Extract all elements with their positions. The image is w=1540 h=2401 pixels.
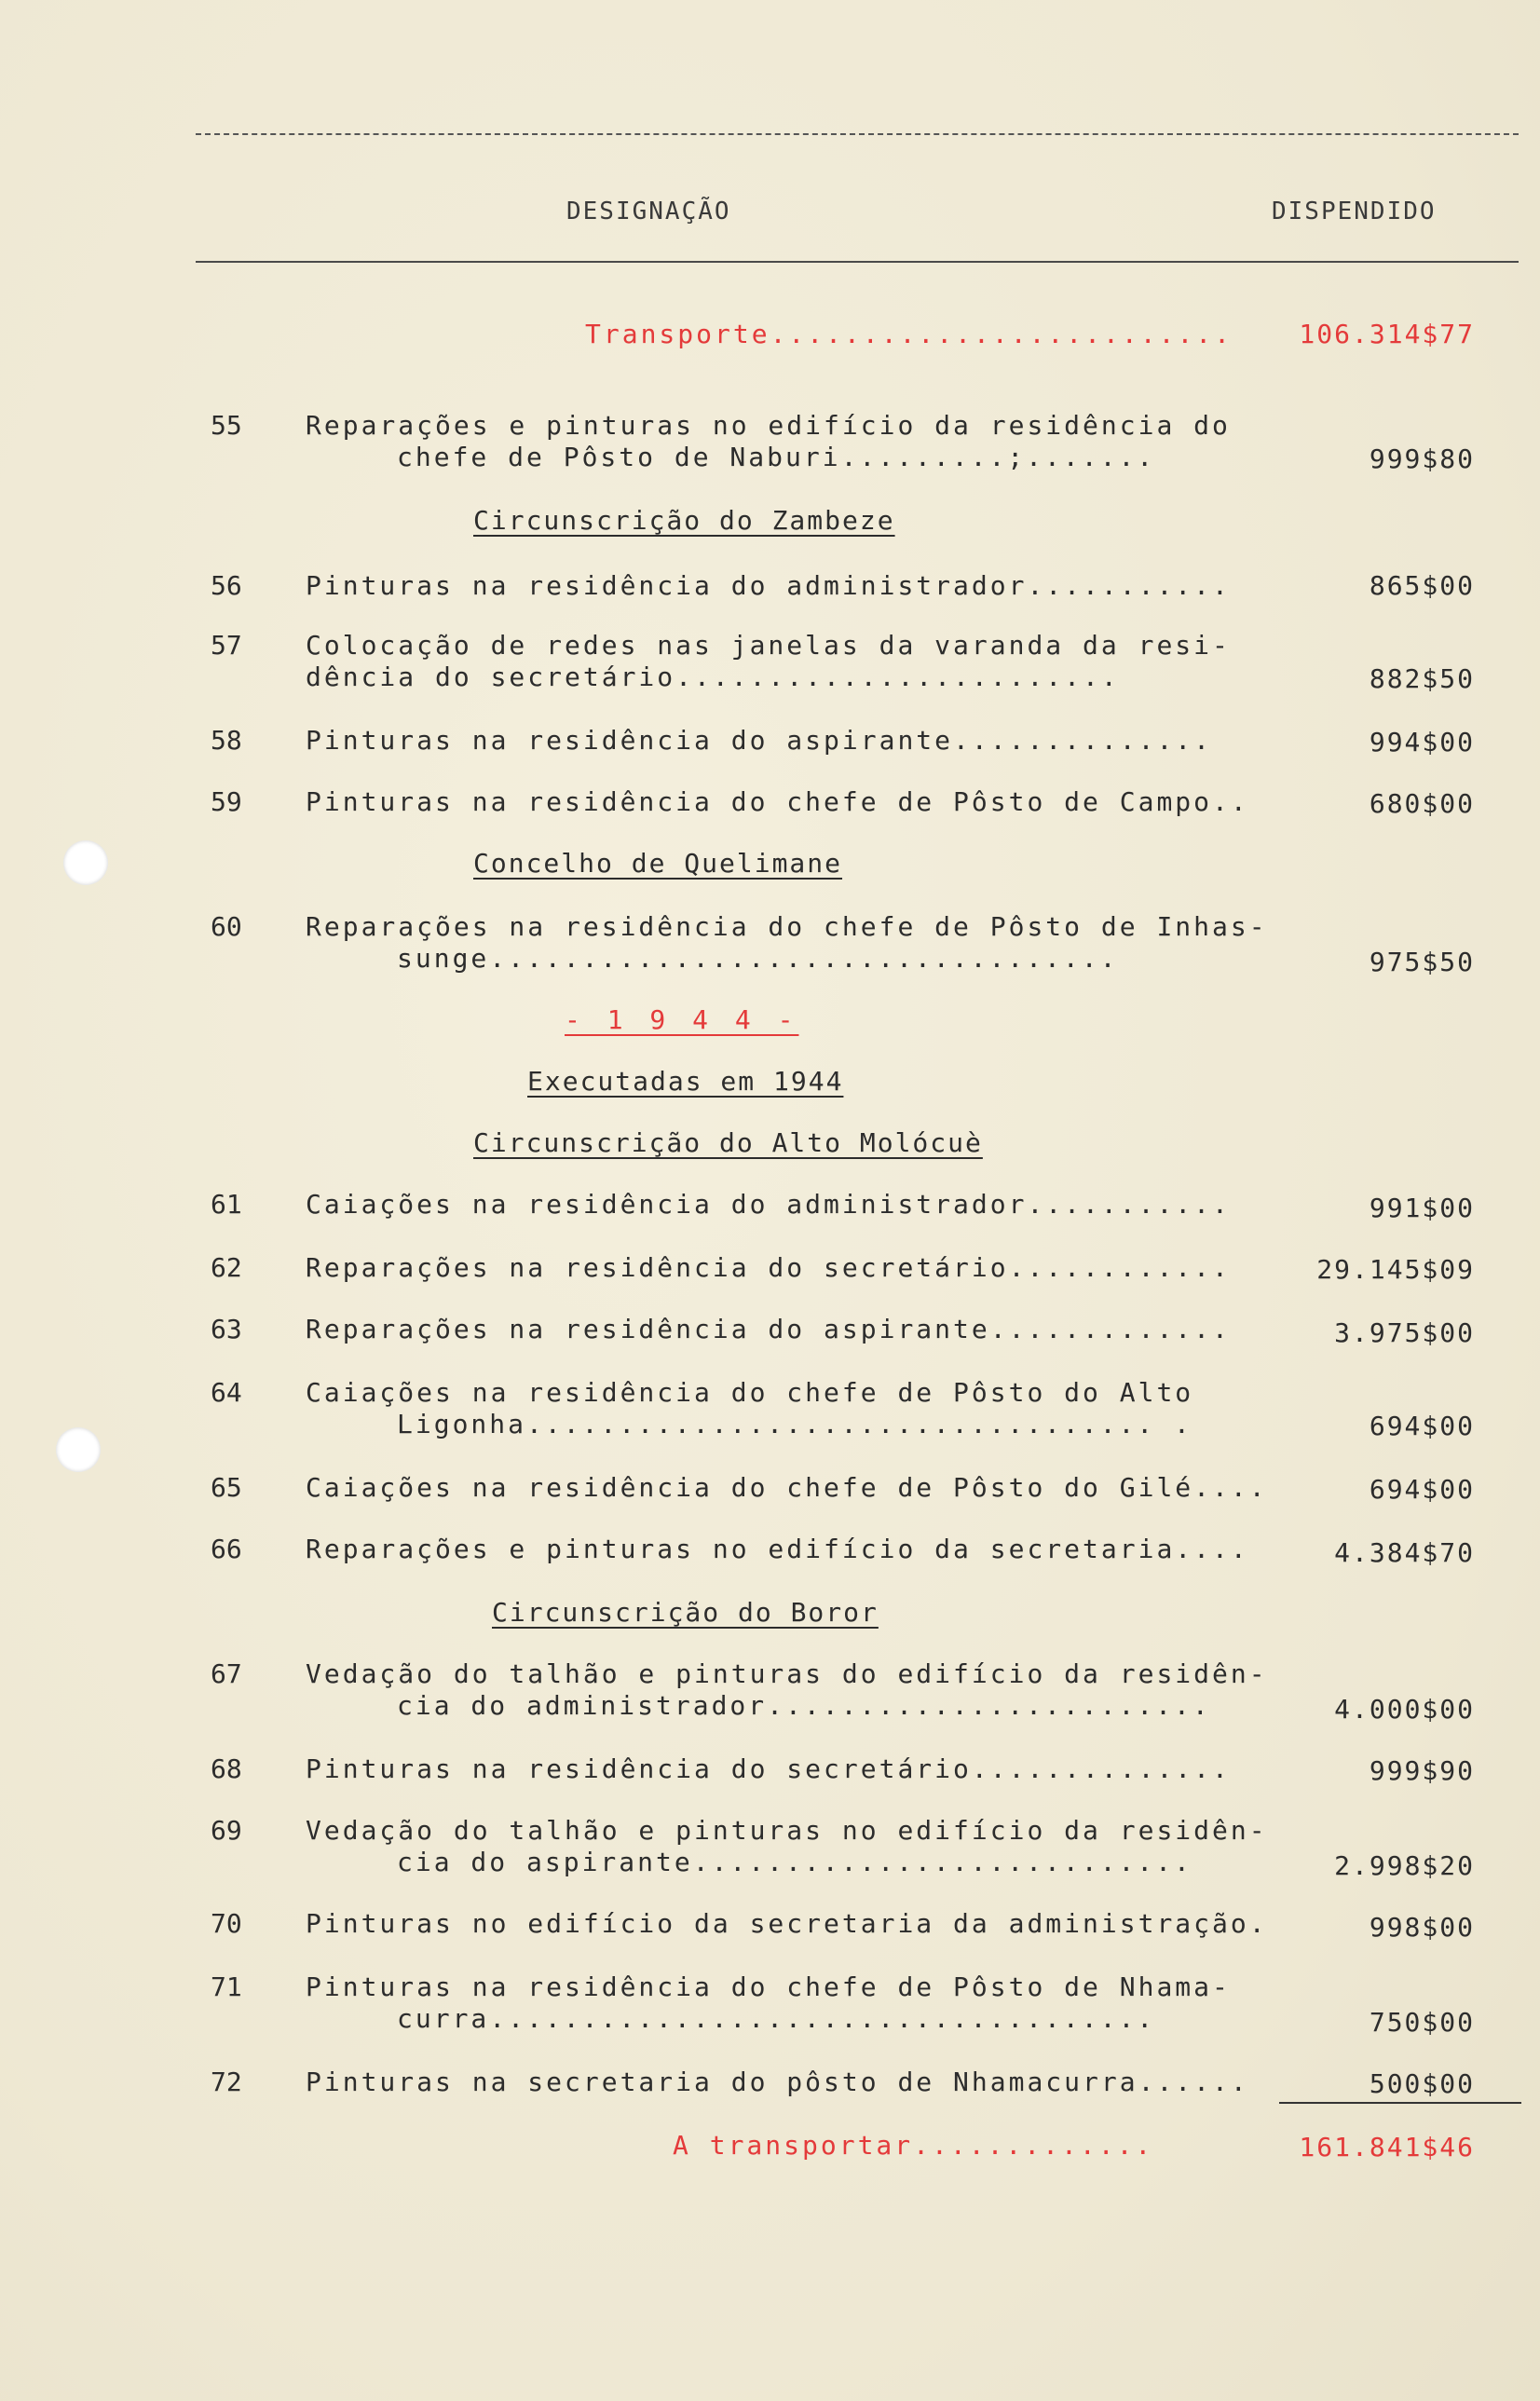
row-amount: 999$90	[1369, 1755, 1475, 1786]
row-number: 56	[211, 570, 242, 601]
row-amount: 994$00	[1369, 727, 1475, 757]
section-heading: Executadas em 1944	[527, 1066, 844, 1097]
row-amount: 2.998$20	[1334, 1850, 1475, 1881]
row-amount: 3.975$00	[1334, 1317, 1475, 1348]
row-amount: 998$00	[1369, 1912, 1475, 1943]
row-text: Caiações na residência do chefe de Pôsto do Alto	[306, 1377, 1194, 1408]
punch-hole	[56, 1427, 101, 1472]
row-amount: 882$50	[1369, 663, 1475, 694]
carry-in-label: Transporte.........................	[585, 319, 1233, 349]
section-heading: Concelho de Quelimane	[473, 848, 843, 879]
row-text: Pinturas na residência do aspirante..............	[306, 725, 1213, 756]
row-number: 60	[211, 911, 242, 942]
row-amount: 4.000$00	[1334, 1694, 1475, 1725]
row-number: 65	[211, 1472, 242, 1503]
section-heading: Circunscrição do Boror	[492, 1597, 879, 1628]
row-text: Colocação de redes nas janelas da varanda da resi-	[306, 630, 1231, 661]
row-number: 55	[211, 410, 242, 441]
header-spent: DISPENDIDO	[1272, 198, 1437, 225]
year-heading: - 1 9 4 4 -	[565, 1004, 799, 1035]
sum-rule	[1279, 2102, 1521, 2104]
row-number: 57	[211, 630, 242, 661]
row-amount: 680$00	[1369, 788, 1475, 819]
row-text: Vedação do talhão e pinturas no edifício da residên-	[306, 1815, 1268, 1846]
row-amount: 694$00	[1369, 1474, 1475, 1505]
row-text-cont: Ligonha.................................. .	[397, 1409, 1192, 1439]
row-amount: 750$00	[1369, 2007, 1475, 2038]
row-text: Reparações na residência do secretário............	[306, 1252, 1231, 1283]
row-text: Reparações na residência do aspirante.............	[306, 1314, 1231, 1344]
section-heading: Circunscrição do Zambeze	[473, 505, 895, 536]
row-amount: 991$00	[1369, 1193, 1475, 1223]
row-text: Caiações na residência do chefe de Pôsto do Gilé....	[306, 1472, 1268, 1503]
header-rule	[196, 261, 1519, 263]
row-number: 72	[211, 2067, 242, 2097]
carry-in-amount: 106.314$77	[1299, 319, 1475, 349]
row-amount: 694$00	[1369, 1411, 1475, 1441]
row-number: 68	[211, 1753, 242, 1784]
row-amount: 500$00	[1369, 2068, 1475, 2099]
row-amount: 4.384$70	[1334, 1537, 1475, 1568]
punch-hole	[63, 840, 108, 885]
row-text: Pinturas na residência do chefe de Pôsto de Campo..	[306, 786, 1249, 817]
row-text-cont: cia do administrador........................	[397, 1690, 1211, 1721]
row-text: Vedação do talhão e pinturas do edifício da residên-	[306, 1658, 1268, 1689]
row-amount: 975$50	[1369, 947, 1475, 977]
row-number: 61	[211, 1189, 242, 1220]
carry-out-label: A transportar.............	[673, 2130, 1154, 2161]
row-number: 63	[211, 1314, 242, 1344]
row-number: 70	[211, 1908, 242, 1939]
carry-out-amount: 161.841$46	[1299, 2132, 1475, 2162]
row-text-cont: sunge..................................	[397, 943, 1119, 974]
row-number: 59	[211, 786, 242, 817]
row-text-cont: curra....................................	[397, 2003, 1156, 2034]
row-text: Pinturas na residência do administrador...........	[306, 570, 1231, 601]
row-number: 69	[211, 1815, 242, 1846]
row-number: 66	[211, 1534, 242, 1564]
row-amount: 29.145$09	[1316, 1254, 1475, 1285]
row-number: 58	[211, 725, 242, 756]
row-text: Reparações e pinturas no edifício da residência do	[306, 410, 1231, 441]
top-rule	[196, 133, 1519, 135]
row-number: 64	[211, 1377, 242, 1408]
row-number: 62	[211, 1252, 242, 1283]
row-text-cont: chefe de Pôsto de Naburi.........;.......	[397, 442, 1156, 472]
row-number: 71	[211, 1971, 242, 2002]
section-heading: Circunscrição do Alto Molócuè	[473, 1127, 983, 1158]
row-amount: 999$80	[1369, 443, 1475, 474]
row-number: 67	[211, 1658, 242, 1689]
row-text: Reparações na residência do chefe de Pôsto de Inhas-	[306, 911, 1268, 942]
row-text: Pinturas no edifício da secretaria da administração.	[306, 1908, 1268, 1939]
row-text: Pinturas na residência do chefe de Pôsto de Nhama-	[306, 1971, 1231, 2002]
row-text: Pinturas na secretaria do pôsto de Nhamacurra......	[306, 2067, 1249, 2097]
row-amount: 865$00	[1369, 570, 1475, 601]
row-text-cont: dência do secretário........................	[306, 662, 1120, 692]
row-text: Pinturas na residência do secretário..............	[306, 1753, 1231, 1784]
row-text: Caiações na residência do administrador...........	[306, 1189, 1231, 1220]
row-text: Reparações e pinturas no edifício da secretaria....	[306, 1534, 1249, 1564]
header-designation: DESIGNAÇÃO	[566, 198, 731, 225]
row-text-cont: cia do aspirante...........................	[397, 1847, 1192, 1877]
